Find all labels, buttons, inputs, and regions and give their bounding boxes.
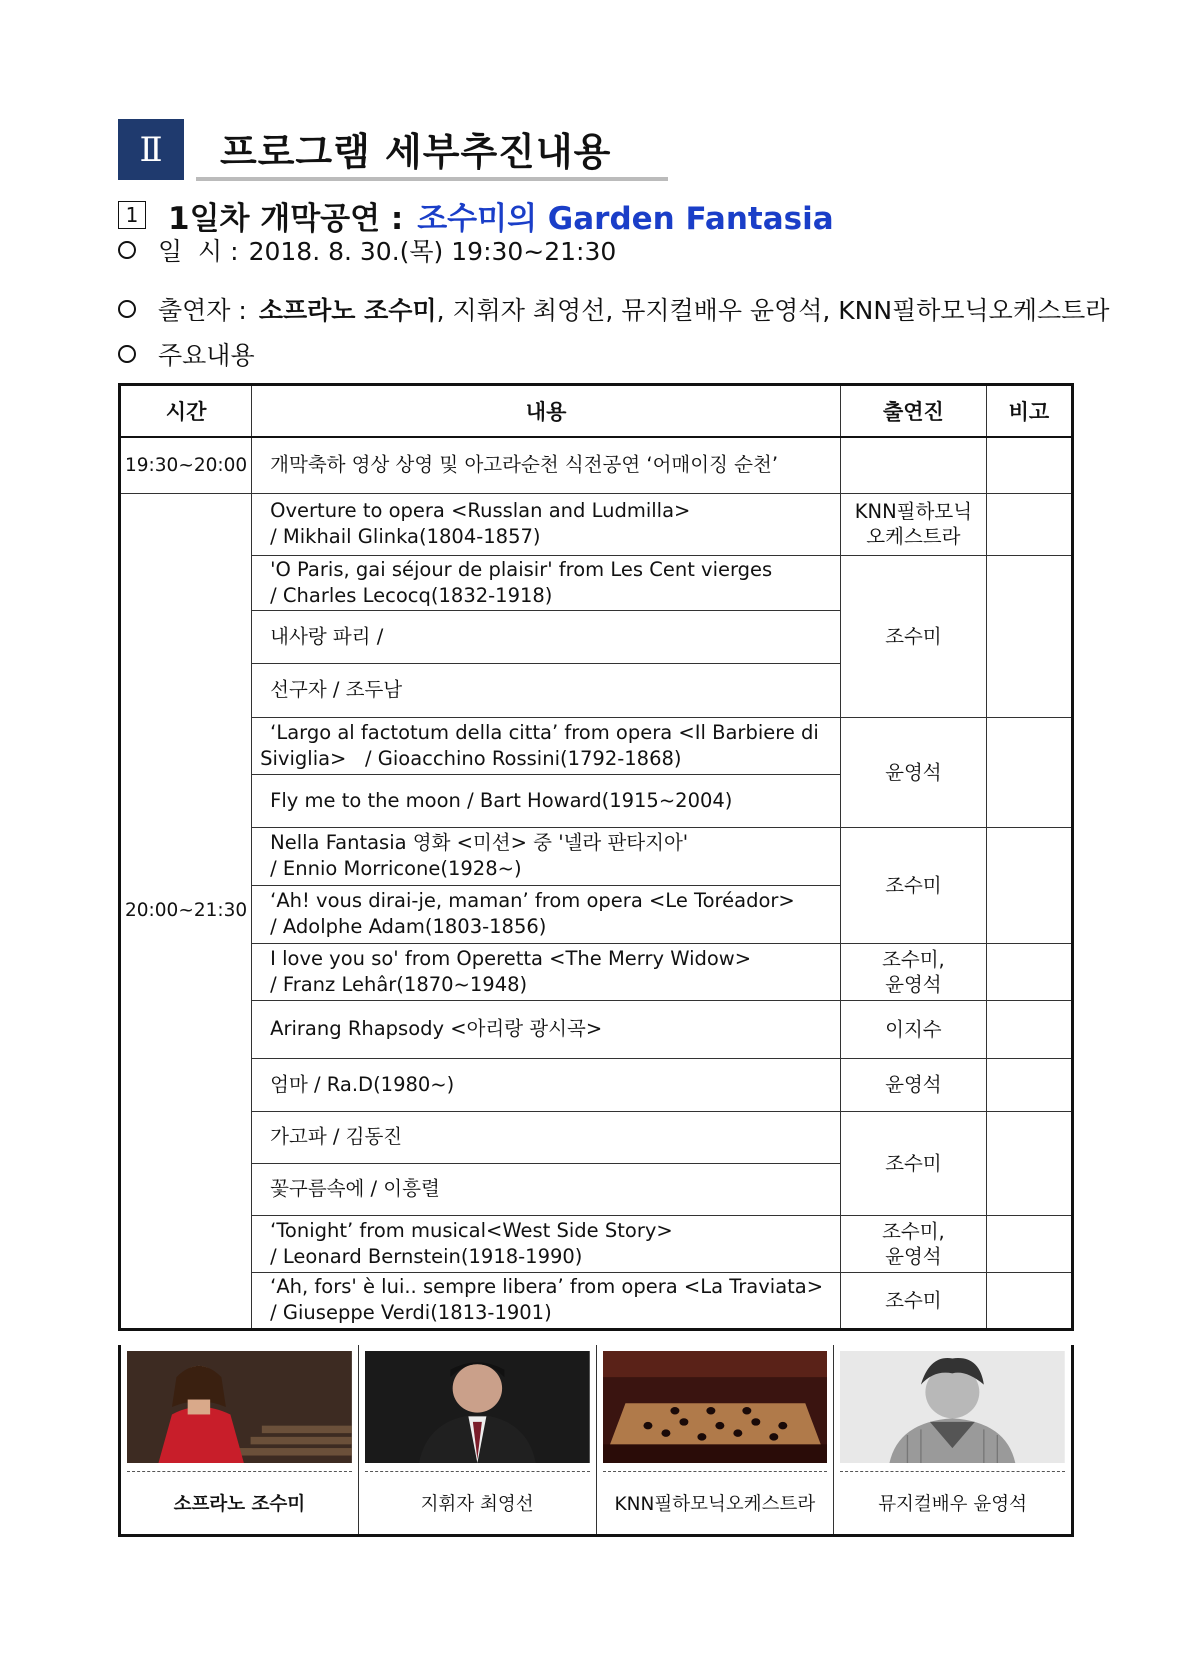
content-cell: ‘Tonight’ from musical<West Side Story> / Leonard Bernstein(1918-1990) — [252, 1215, 841, 1272]
table-header-row — [120, 385, 1073, 438]
content-cell: Nella Fantasia 영화 <미션> 중 '넬라 판타지아' / Ennio Morricone(1928~) — [252, 827, 841, 885]
soprano-photo-icon — [127, 1351, 352, 1472]
bullet-circle-icon — [118, 300, 136, 318]
section-header — [118, 119, 668, 181]
section-number: Ⅱ — [118, 119, 184, 180]
cast-label: 출연자 : — [158, 296, 247, 325]
note-cell — [986, 1058, 1072, 1111]
content-cell: 꽃구름속에 / 이흥렬 — [252, 1163, 841, 1215]
note-cell — [986, 493, 1072, 555]
table-row — [120, 1058, 1073, 1111]
info-content — [118, 336, 255, 372]
performer-cell: 조수미 — [841, 1272, 987, 1329]
table-row-opening — [120, 437, 1073, 493]
table-row — [120, 1000, 1073, 1058]
content-cell: Arirang Rhapsody <아리랑 광시곡> — [252, 1000, 841, 1058]
performer-cell: 조수미 — [841, 1111, 987, 1215]
note-cell — [986, 717, 1072, 827]
content-cell: 가고파 / 김동진 — [252, 1111, 841, 1163]
subsection-number: 1 — [118, 201, 146, 229]
date-label: 일 시 : — [158, 237, 239, 266]
content-cell: ‘Ah, fors' è lui.. sempre libera’ from opera <La Traviata> / Giuseppe Verdi(1813-1901) — [252, 1272, 841, 1329]
photo-caption: 소프라노 조수미 — [173, 1494, 306, 1515]
performer-cell: KNN필하모닉 오케스트라 — [841, 493, 987, 555]
header-note: 비고 — [986, 385, 1072, 438]
photo-caption: 뮤지컬배우 윤영석 — [878, 1494, 1028, 1515]
table-row — [120, 1272, 1073, 1329]
content-cell: 'O Paris, gai séjour de plaisir' from Les Cent vierges / Charles Lecocq(1832-1918) — [252, 555, 841, 610]
photo-cell — [834, 1345, 1071, 1534]
photo-cell — [597, 1345, 835, 1534]
table-row — [120, 1215, 1073, 1272]
table-row — [120, 1111, 1073, 1163]
content-cell: 내사랑 파리 / — [252, 610, 841, 663]
table-row — [120, 717, 1073, 774]
performer-cell: 이지수 — [841, 1000, 987, 1058]
date-value: 2018. 8. 30.(목) 19:30~21:30 — [248, 237, 617, 266]
performer-cell: 윤영석 — [841, 1058, 987, 1111]
content-cell: ‘Largo al factotum della citta’ from opera <Il Barbiere di Siviglia> / Gioacchino Rossini(1792-1868) — [252, 717, 841, 774]
bullet-circle-icon — [118, 345, 136, 363]
table-row — [120, 943, 1073, 1000]
photo-cell — [359, 1345, 597, 1534]
header-content: 내용 — [252, 385, 841, 438]
note-cell — [986, 1215, 1072, 1272]
subsection-label: 1일차 개막공연 : — [168, 200, 404, 237]
performer-photos — [118, 1345, 1074, 1537]
note-cell — [986, 943, 1072, 1000]
content-label: 주요내용 — [158, 341, 255, 370]
performer-cell: 조수미 — [841, 827, 987, 943]
header-time: 시간 — [120, 385, 252, 438]
note-cell — [986, 1111, 1072, 1215]
content-cell: 선구자 / 조두남 — [252, 663, 841, 717]
content-cell: I love you so' from Operetta <The Merry Widow> / Franz Lehâr(1870~1948) — [252, 943, 841, 1000]
content-cell: Fly me to the moon / Bart Howard(1915~2004) — [252, 774, 841, 827]
subsection-highlight: 조수미의 Garden Fantasia — [417, 200, 834, 237]
note-cell — [986, 827, 1072, 943]
info-cast — [118, 291, 1109, 327]
conductor-photo-icon — [365, 1351, 590, 1472]
content-cell: ‘Ah! vous dirai-je, maman’ from opera <Le Toréador> / Adolphe Adam(1803-1856) — [252, 885, 841, 943]
time-cell: 20:00~21:30 — [120, 493, 252, 1329]
performer-cell — [841, 437, 987, 493]
table-row — [120, 493, 1073, 555]
musical-actor-photo-icon — [840, 1351, 1065, 1472]
cast-main: 소프라노 조수미 — [258, 296, 437, 325]
content-cell: 엄마 / Ra.D(1980~) — [252, 1058, 841, 1111]
time-cell: 19:30~20:00 — [120, 437, 252, 493]
bullet-circle-icon — [118, 241, 136, 259]
table-row — [120, 555, 1073, 610]
content-cell: 개막축하 영상 상영 및 아고라순천 식전공연 ‘어매이징 순천’ — [252, 437, 841, 493]
note-cell — [986, 555, 1072, 717]
note-cell — [986, 1000, 1072, 1058]
performer-cell: 윤영석 — [841, 717, 987, 827]
orchestra-photo-icon — [603, 1351, 828, 1472]
table-row — [120, 827, 1073, 885]
photo-caption: 지휘자 최영선 — [420, 1494, 534, 1515]
performer-cell: 조수미 — [841, 555, 987, 717]
program-table — [118, 383, 1074, 1331]
performer-cell: 조수미, 윤영석 — [841, 943, 987, 1000]
section-underline — [196, 177, 668, 181]
note-cell — [986, 437, 1072, 493]
photo-caption: KNN필하모닉오케스트라 — [614, 1494, 816, 1515]
section-title: 프로그램 세부추진내용 — [220, 130, 612, 174]
performer-cell: 조수미, 윤영석 — [841, 1215, 987, 1272]
header-performer: 출연진 — [841, 385, 987, 438]
info-date — [118, 232, 616, 268]
cast-rest: , 지휘자 최영선, 뮤지컬배우 윤영석, KNN필하모닉오케스트라 — [436, 296, 1110, 325]
subsection-heading — [118, 195, 834, 235]
content-cell: Overture to opera <Russlan and Ludmilla> / Mikhail Glinka(1804-1857) — [252, 493, 841, 555]
note-cell — [986, 1272, 1072, 1329]
photo-cell — [121, 1345, 359, 1534]
